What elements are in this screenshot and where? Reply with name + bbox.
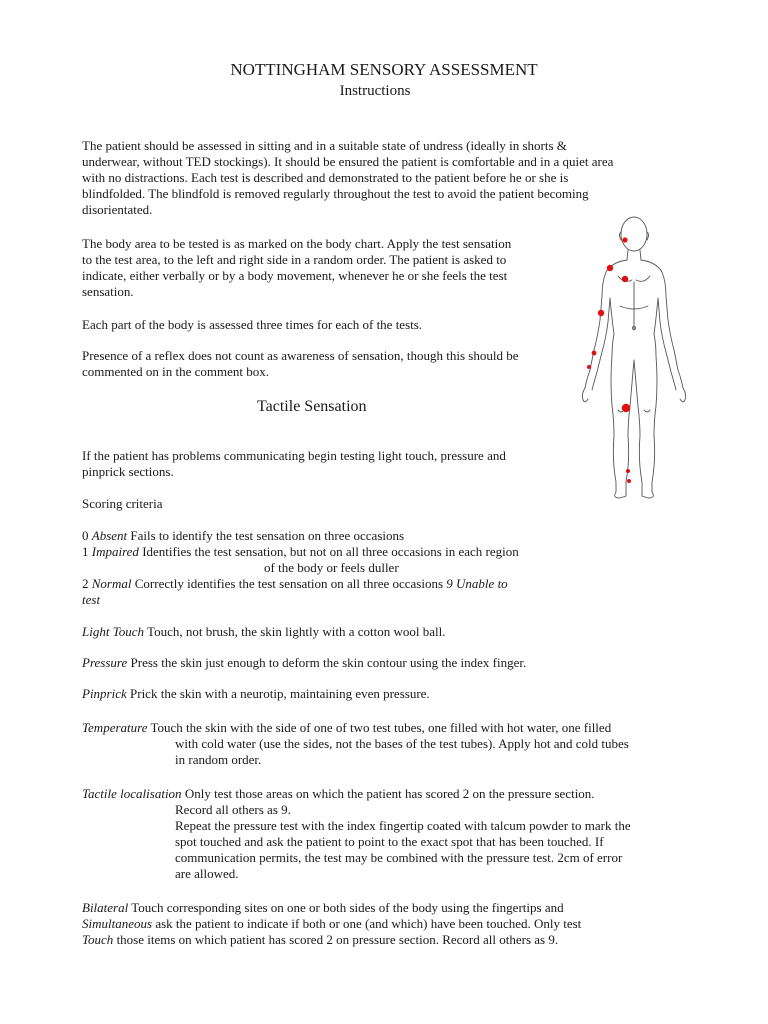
test-term: Bilateral bbox=[82, 900, 129, 915]
test-term: Tactile localisation bbox=[82, 786, 182, 801]
score-impaired bbox=[82, 544, 519, 560]
score-number: 1 bbox=[82, 544, 89, 559]
score-description: Identifies the test sensation, but not on all three occasions in each region bbox=[138, 544, 519, 559]
text-line: in random order. bbox=[175, 752, 262, 767]
intro-paragraph-2 bbox=[82, 236, 568, 300]
intro-paragraph-4 bbox=[82, 348, 568, 380]
text-line: with no distractions. Each test is described and demonstrated to the patient before he or she is bbox=[82, 170, 569, 185]
communication-paragraph bbox=[82, 448, 552, 480]
text-line: to the test area, to the left and right side in a random order. The patient is asked to bbox=[82, 252, 507, 267]
test-term: Simultaneous bbox=[82, 916, 153, 931]
test-term: Pressure bbox=[82, 655, 128, 670]
text-line: indicate, either verbally or by a body movement, whenever he or she feels the test bbox=[82, 268, 508, 283]
section-heading: Tactile Sensation bbox=[257, 398, 367, 415]
text-line: disorientated. bbox=[82, 202, 153, 217]
score-term: Normal bbox=[91, 576, 132, 591]
text-line: blindfolded. The blindfold is removed regularly throughout the test to avoid the patient becoming bbox=[82, 186, 589, 201]
test-description: Touch, not brush, the skin lightly with a cotton wool ball. bbox=[144, 624, 446, 639]
text-line: underwear, without TED stockings). It should be ensured the patient is comfortable and in a quiet area bbox=[82, 154, 614, 169]
text-line: If the patient has problems communicating begin testing light touch, pressure and bbox=[82, 448, 506, 463]
test-description: Prick the skin with a neurotip, maintaining even pressure. bbox=[126, 686, 430, 701]
document-title: NOTTINGHAM SENSORY ASSESSMENT bbox=[230, 60, 538, 79]
scoring-heading: Scoring criteria bbox=[82, 496, 163, 511]
text-line: Presence of a reflex does not count as awareness of sensation, though this should be bbox=[82, 348, 519, 363]
text-line: commented on in the comment box. bbox=[82, 364, 270, 379]
intro-paragraph-1 bbox=[82, 138, 676, 218]
score-description: Fails to identify the test sensation on three occasions bbox=[127, 528, 405, 543]
score-impaired-continued: of the body or feels duller bbox=[264, 560, 399, 575]
score-term: Absent bbox=[91, 528, 128, 543]
test-tactile-localisation bbox=[82, 786, 595, 802]
text-line bbox=[82, 916, 581, 932]
score-normal bbox=[82, 576, 508, 592]
text-line: Record all others as 9. bbox=[175, 802, 291, 817]
text-line bbox=[82, 900, 581, 916]
test-description: Only test those areas on which the patient has scored 2 on the pressure section. bbox=[181, 786, 595, 801]
text-line: Repeat the pressure test with the index fingertip coated with talcum powder to mark the bbox=[175, 818, 631, 833]
text-line: are allowed. bbox=[175, 866, 239, 881]
score-unable-term-end: test bbox=[82, 592, 101, 607]
text-line: communication permits, the test may be combined with the pressure test. 2cm of error bbox=[175, 850, 623, 865]
text-line: sensation. bbox=[82, 284, 134, 299]
score-absent bbox=[82, 528, 404, 544]
text-line: with cold water (use the sides, not the bases of the test tubes). Apply hot and cold tubes bbox=[175, 736, 629, 751]
text-line: spot touched and ask the patient to point to the exact spot that has been touched. If bbox=[175, 834, 604, 849]
document-subtitle: Instructions bbox=[339, 83, 411, 99]
test-pinprick bbox=[82, 686, 430, 702]
score-unable-term: 9 Unable to bbox=[446, 576, 508, 591]
text-line: The patient should be assessed in sitting and in a suitable state of undress (ideally in shorts & bbox=[82, 138, 567, 153]
text-line: The body area to be tested is as marked on the body chart. Apply the test sensation bbox=[82, 236, 512, 251]
test-term: Touch bbox=[82, 932, 114, 947]
test-light-touch bbox=[82, 624, 445, 640]
score-number: 0 bbox=[82, 528, 89, 543]
test-description: Touch the skin with the side of one of two test tubes, one filled with hot water, one filled bbox=[147, 720, 612, 735]
body-chart-figure bbox=[572, 210, 712, 510]
test-description: those items on which patient has scored 2 on pressure section. Record all others as 9. bbox=[113, 932, 559, 947]
test-pressure bbox=[82, 655, 526, 671]
test-term: Temperature bbox=[82, 720, 148, 735]
test-description: Press the skin just enough to deform the skin contour using the index finger. bbox=[127, 655, 527, 670]
test-temperature-continued bbox=[175, 736, 629, 768]
score-number: 2 bbox=[82, 576, 89, 591]
test-bilateral bbox=[82, 900, 581, 948]
test-tactile-localisation-continued bbox=[175, 802, 631, 882]
test-temperature bbox=[82, 720, 611, 736]
body-outline-icon bbox=[572, 210, 712, 510]
test-description: Touch corresponding sites on one or both sides of the body using the fingertips and bbox=[128, 900, 564, 915]
test-description: ask the patient to indicate if both or one (and which) have been touched. Only test bbox=[152, 916, 582, 931]
score-unable-continued bbox=[82, 592, 100, 608]
intro-paragraph-3: Each part of the body is assessed three times for each of the tests. bbox=[82, 317, 423, 332]
test-term: Light Touch bbox=[82, 624, 145, 639]
test-term: Pinprick bbox=[82, 686, 127, 701]
score-term: Impaired bbox=[91, 544, 139, 559]
score-description: Correctly identifies the test sensation on all three occasions bbox=[131, 576, 447, 591]
text-line: pinprick sections. bbox=[82, 464, 174, 479]
text-line bbox=[82, 932, 581, 948]
